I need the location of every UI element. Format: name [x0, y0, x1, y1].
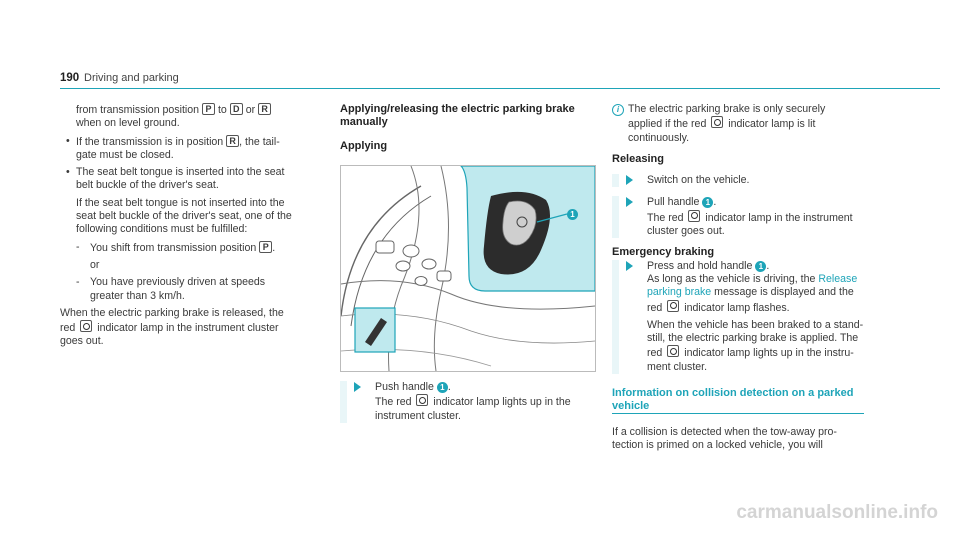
dash-item: - You have previously driven at speeds [60, 276, 320, 289]
release-parking-brake-link: Release [818, 272, 858, 285]
step-arrow-icon [626, 261, 633, 271]
subheading-applying: Applying [340, 139, 388, 152]
text-line: gate must be closed. [76, 148, 174, 161]
parking-brake-icon [688, 210, 700, 222]
watermark: carmanualsonline.info [736, 501, 938, 523]
bullet-item: • If the transmission is in position R , the tail- [60, 135, 320, 149]
text-line: seat belt buckle of the driver's seat, one of the [76, 210, 292, 223]
parking-brake-icon [667, 300, 679, 312]
parking-brake-icon [80, 320, 92, 332]
step-arrow-icon [626, 175, 633, 185]
column-left [60, 103, 320, 349]
text-line: goes out. [60, 335, 104, 348]
key-r-icon: R [226, 135, 239, 147]
parking-brake-icon [667, 345, 679, 357]
header-rule [60, 88, 940, 89]
callout-number-icon: 1 [437, 382, 448, 393]
step-item: Pull handle 1 . The red indicator lamp in the instrument cluster goes out. [612, 196, 867, 238]
subheading-emergency: Emergency braking [612, 246, 715, 259]
section-heading: manually [340, 116, 388, 129]
step-arrow-icon [354, 382, 361, 392]
page-number: 190 [60, 72, 80, 84]
step-item: Press and hold handle 1 . As long as the vehicle is driving, the Release parking brake message is displayed and the red indicator lamp flashes. When the vehicle has been braked to a stand- still, the electric parking brake is applied. The red indicator lamp lights up in the instru- ment cluster. [612, 260, 867, 374]
text-line: belt buckle of the driver's seat. [76, 179, 219, 192]
callout-number-icon: 1 [755, 261, 766, 272]
text-line: If the seat belt tongue is not inserted into the [76, 196, 285, 209]
callout-number-icon: 1 [702, 197, 713, 208]
info-body [612, 426, 867, 453]
column-middle [340, 103, 595, 153]
dash-item: - You shift from transmission position P . [60, 241, 320, 255]
callout-number-icon: 1 [567, 209, 578, 220]
parking-brake-icon [711, 116, 723, 128]
text-line: When the electric parking brake is released, the [60, 306, 284, 319]
section-heading: vehicle [612, 400, 650, 413]
column-right [612, 103, 867, 374]
key-p-icon: P [202, 103, 215, 115]
release-parking-brake-link: parking brake [647, 286, 712, 299]
text-line: If a collision is detected when the tow-away pro- [612, 426, 837, 438]
info-section-heading [612, 387, 867, 414]
info-note: i The electric parking brake is only securely applied if the red indicator lamp is lit continuously. [612, 103, 867, 145]
text-line: greater than 3 km/h. [90, 289, 185, 302]
parking-brake-illustration [341, 166, 595, 371]
text-line: tection is primed on a locked vehicle, you will [612, 439, 823, 452]
section-heading: Applying/releasing the electric parking brake [340, 103, 575, 115]
parking-brake-figure [340, 165, 596, 372]
text-line: when on level ground. [76, 117, 180, 130]
text-line: red indicator lamp in the instrument cluster [60, 322, 279, 335]
key-r-icon: R [258, 103, 271, 115]
section-title: Driving and parking [84, 72, 179, 84]
info-icon: i [612, 104, 624, 116]
key-d-icon: D [230, 103, 243, 115]
parking-brake-icon [416, 394, 428, 406]
subheading-releasing: Releasing [612, 152, 664, 165]
step-item: Push handle 1 . The red indicator lamp lights up in the instrument cluster. [340, 381, 595, 423]
text-line: or [90, 258, 100, 271]
key-p-icon: P [259, 241, 272, 253]
step-item: Switch on the vehicle. [612, 174, 867, 187]
applying-step [340, 381, 595, 423]
section-heading: Information on collision detection on a parked [612, 387, 854, 399]
text-line: from transmission position P to D or R [60, 103, 320, 117]
step-arrow-icon [626, 197, 633, 207]
bullet-item: • The seat belt tongue is inserted into the seat [60, 166, 320, 179]
heading-rule [612, 413, 864, 414]
text-line: following conditions must be fulfilled: [76, 223, 248, 236]
